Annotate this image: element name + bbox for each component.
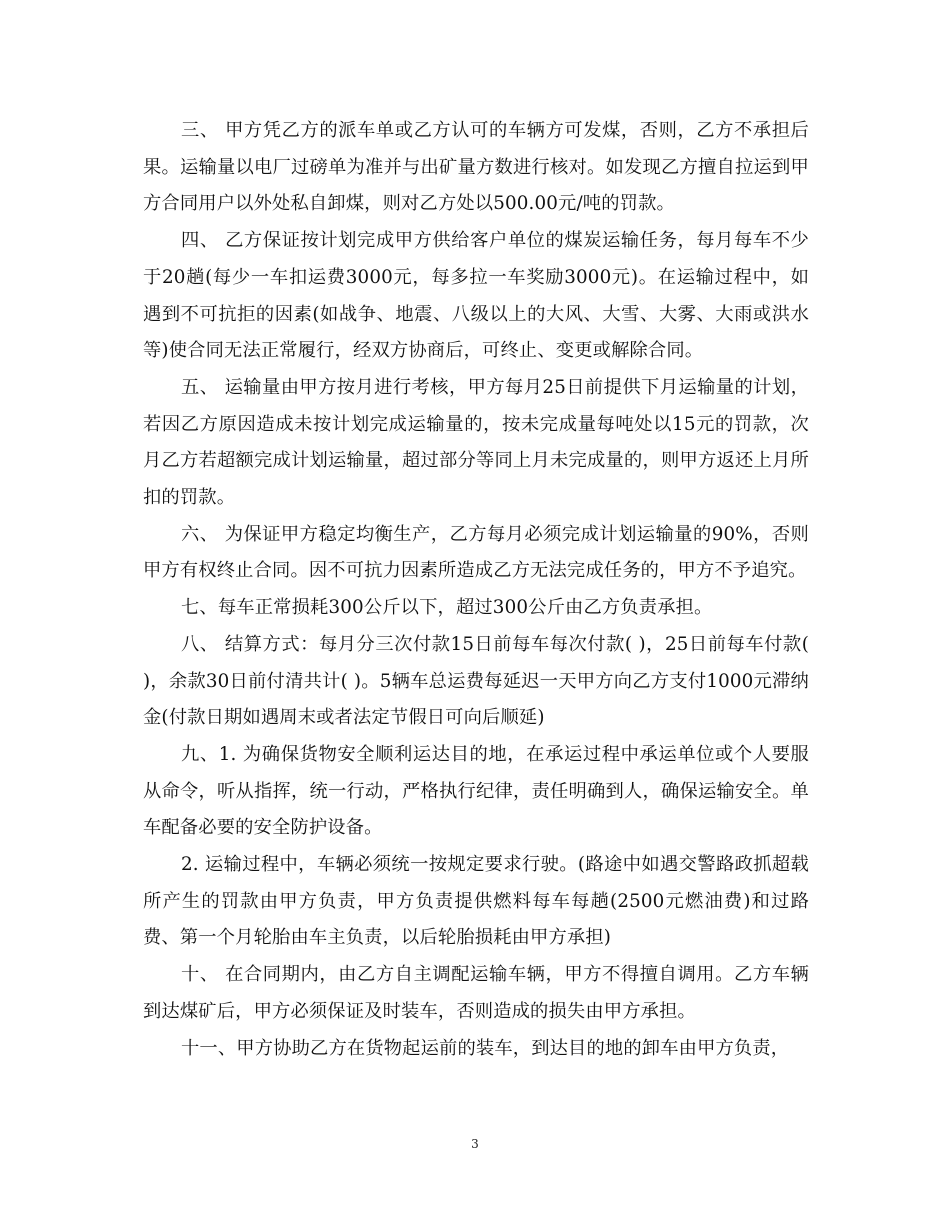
contract-body [143, 113, 809, 1067]
page-number: 3 [471, 1137, 479, 1151]
clause-5-paragraph: 五、 运输量由甲方按月进行考核，甲方每月25日前提供下月运输量的计划，若因乙方原因造成未按计划完成运输量的，按未完成量每吨处以15元的罚款，次月乙方若超额完成计划运输量，超过部分等同上月未完成量的，则甲方返还上月所扣的罚款。 [143, 376, 809, 509]
clause-6-paragraph: 六、 为保证甲方稳定均衡生产，乙方每月必须完成计划运输量的90%，否则甲方有权终止合同。因不可抗力因素所造成乙方无法完成任务的，甲方不予追究。 [143, 523, 809, 582]
clause-8-paragraph: 八、 结算方式：每月分三次付款15日前每车每次付款( )，25日前每车付款( )，余款30日前付清共计( )。5辆车总运费每延迟一天甲方向乙方支付1000元滞纳金(付款日期如遇周末或者法定节假日可向后顺延) [143, 633, 809, 729]
clause-9-1-paragraph: 九、1. 为确保货物安全顺利运达目的地，在承运过程中承运单位或个人要服从命令，听从指挥，统一行动，严格执行纪律，责任明确到人，确保运输安全。单车配备必要的安全防护设备。 [143, 743, 809, 839]
clause-4-paragraph: 四、 乙方保证按计划完成甲方供给客户单位的煤炭运输任务，每月每车不少于20趟(每少一车扣运费3000元，每多拉一车奖励3000元)。在运输过程中，如遇到不可抗拒的因素(如战争、地震、八级以上的大风、大雪、大雾、大雨或洪水等)使合同无法正常履行，经双方协商后，可终止、变更或解除合同。 [143, 230, 809, 362]
clause-10-paragraph: 十、 在合同期内，由乙方自主调配运输车辆，甲方不得擅自调用。乙方车辆到达煤矿后，甲方必须保证及时装车，否则造成的损失由甲方承担。 [143, 964, 809, 1022]
clause-7-paragraph: 七、每车正常损耗300公斤以下，超过300公斤由乙方负责承担。 [181, 597, 713, 619]
clause-9-2-paragraph: 2. 运输过程中，车辆必须统一按规定要求行驶。(路途中如遇交警路政抓超载所产生的罚款由甲方负责，甲方负责提供燃料每车每趟(2500元燃油费)和过路费、第一个月轮胎由车主负责，以后轮胎损耗由甲方承担) [143, 854, 809, 949]
clause-3-paragraph: 三、 甲方凭乙方的派车单或乙方认可的车辆方可发煤，否则，乙方不承担后果。运输量以电厂过磅单为准并与出矿量方数进行核对。如发现乙方擅自拉运到甲方合同用户以外处私自卸煤，则对乙方处以500.00元/吨的罚款。 [143, 120, 809, 215]
clause-11-paragraph: 十一、甲方协助乙方在货物起运前的装车，到达目的地的卸车由甲方负责， [181, 1037, 790, 1059]
